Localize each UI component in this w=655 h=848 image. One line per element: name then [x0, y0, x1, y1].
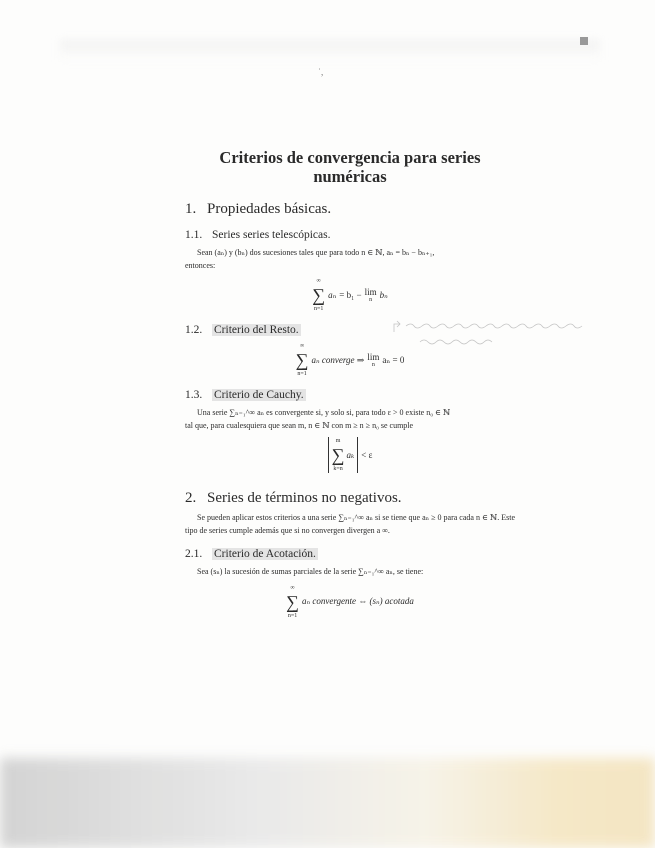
scan-corner-mark — [580, 37, 588, 45]
title-line-1: Criterios de convergencia para series — [219, 148, 481, 167]
telescopic-formula: ∞ ∑ n=1 aₙ = b₁ − lim n bₙ — [312, 278, 388, 312]
paragraph-line: Sea (sₙ) la sucesión de sumas parciales de la serie ∑ₙ₌₁^∞ aₙ, se tiene: — [197, 567, 424, 576]
paragraph-line: entonces: — [185, 260, 216, 270]
paragraph-line: Se pueden aplicar estos criterios a una serie ∑ₙ₌₁^∞ aₙ si se tiene que aₙ ≥ 0 para cada n ∈ ℕ. Este tipo de series cumple además que si no convergen divergen a ∞. — [185, 513, 515, 535]
subsection-title: Criterio del Resto. — [214, 324, 299, 336]
document-body — [185, 148, 515, 620]
section-2-heading — [185, 489, 515, 507]
subsection-1-3-heading — [185, 388, 515, 402]
subsection-title: Series series telescópicas. — [212, 229, 331, 241]
paragraph-line: tal que, para cualesquiera que sean m, n ∈ ℕ con m ≥ n ≥ n₀ se cumple — [185, 420, 414, 430]
subsection-number: 1.3. — [185, 389, 203, 401]
subsection-1-2-heading — [185, 323, 515, 337]
section-number: 1. — [185, 201, 197, 217]
subsection-2-1-text — [185, 566, 515, 579]
subsection-title: Criterio de Acotación. — [214, 548, 316, 560]
scan-shadow-top — [60, 40, 600, 60]
paragraph-line: Sean (aₙ) y (bₙ) dos sucesiones tales que para todo n ∈ ℕ, aₙ = bₙ − bₙ₊₁, — [197, 248, 435, 257]
title-line-2: numéricas — [313, 167, 387, 186]
section-2-text — [185, 512, 515, 537]
section-1-heading — [185, 200, 515, 218]
subsection-number: 1.1. — [185, 229, 203, 241]
subsection-2-1-heading — [185, 547, 515, 561]
bounded-formula: ∞ ∑ n=1 aₙ convergente ⇔ (sₙ) acotada — [286, 584, 414, 619]
paragraph-line: Una serie ∑ₙ₌₁^∞ aₙ es convergente si, y solo si, para todo ε > 0 existe n₀ ∈ ℕ — [197, 408, 451, 417]
cauchy-formula: m ∑ k=n aₖ < ε — [185, 437, 515, 473]
section-number: 2. — [185, 490, 197, 506]
subsection-number: 2.1. — [185, 548, 203, 560]
remainder-formula: ∞ ∑ n=1 aₙ converge ⇒ lim n aₙ = 0 — [295, 343, 405, 377]
subsection-1-1-heading — [185, 228, 515, 242]
document-title — [150, 148, 550, 186]
subsection-1-1-text — [185, 247, 515, 272]
scan-speck: ˙, — [318, 67, 324, 77]
subsection-title: Criterio de Cauchy. — [214, 389, 304, 401]
subsection-1-3-text — [185, 407, 515, 432]
section-title: Propiedades básicas. — [207, 201, 332, 217]
subsection-number: 1.2. — [185, 324, 203, 336]
section-title: Series de términos no negativos. — [207, 490, 402, 506]
scan-shadow-bottom — [0, 758, 655, 848]
